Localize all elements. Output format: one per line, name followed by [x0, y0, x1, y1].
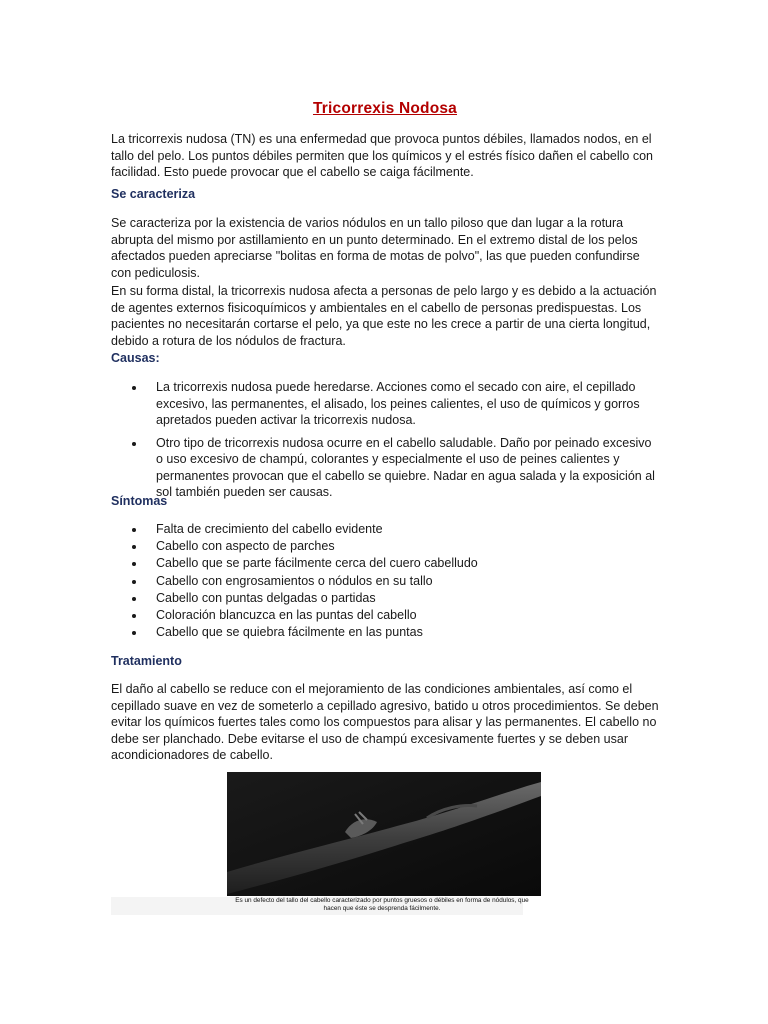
bullet-icon [132, 597, 136, 601]
sintomas-list [111, 521, 659, 641]
hair-shaft-image [227, 772, 541, 896]
list-item-text: Cabello con engrosamientos o nódulos en su tallo [156, 573, 433, 588]
bullet-icon [132, 631, 136, 635]
bullet-icon [132, 442, 136, 446]
list-item-text: Cabello que se quiebra fácilmente en las puntas [156, 625, 423, 640]
bullet-icon [132, 545, 136, 549]
tratamiento-paragraph: El daño al cabello se reduce con el mejoramiento de las condiciones ambientales, así como el cepillado suave en vez de someterlo a cepillado agresivo, batido u otros procedimientos. Se deben evitar los químicos fuertes tales como los compuestos para alisar y las permanentes. El cabello no debe ser planchado. Debe evitarse el uso de champú excesivamente fuertes y se deben usar acondicionadores de cabello. [111, 682, 659, 762]
list-item-text: Otro tipo de tricorrexis nudosa ocurre en el cabello saludable. Daño por peinado excesivo o uso excesivo de champú, colorantes y especialmente el uso de peines calientes y permanentes provocan que el cabello se quiebre. Nadar en agua salada y la exposición al sol también pueden ser causas. [156, 435, 655, 499]
list-item [111, 379, 659, 429]
list-item-text: Falta de crecimiento del cabello evidente [156, 522, 383, 536]
list-item [111, 573, 659, 590]
list-item [111, 555, 659, 572]
list-item-text: Cabello que se parte fácilmente cerca del cuero cabelludo [156, 556, 478, 571]
page-title: Tricorrexis Nodosa [312, 100, 458, 117]
heading-sintomas: Síntomas [111, 494, 168, 508]
heading-se-caracteriza: Se caracteriza [111, 187, 196, 201]
list-item-text: Cabello con aspecto de parches [156, 539, 335, 554]
list-item-text: Coloración blancuzca en las puntas del cabello [156, 607, 417, 622]
list-item [111, 590, 659, 607]
heading-causas: Causas: [111, 351, 160, 365]
causas-list [111, 379, 659, 501]
caracteriza-paragraph-2: En su forma distal, la tricorrexis nudosa afecta a personas de pelo largo y es debido a la actuación de agentes externos fisicoquímicos y ambientales en el cabello de personas predispuestas. Los pacientes no necesitarán cortarse el pelo, ya que este no les crece a partir de una cierta longitud, debido a rotura de los nódulos de fractura. [111, 284, 657, 348]
list-item [111, 624, 659, 641]
list-item [111, 521, 659, 538]
list-item-text: Cabello con puntas delgadas o partidas [156, 590, 376, 605]
bullet-icon [132, 580, 136, 584]
bullet-icon [132, 562, 136, 566]
list-item [111, 607, 659, 624]
list-item [111, 538, 659, 555]
figure-caption: Es un defecto del tallo del cabello caracterizado por puntos gruesos o débiles en forma de nódulos, que hacen que éste se desprenda fácilmente. [235, 897, 529, 912]
bullet-icon [132, 528, 136, 532]
list-item-text: La tricorrexis nudosa puede heredarse. Acciones como el secado con aire, el cepillado excesivo, las permanentes, el alisado, los peines calientes, el uso de químicos y gorros apretados pueden activar la tricorrexis nudosa. [156, 380, 640, 427]
bullet-icon [132, 614, 136, 618]
hair-shaft-micrograph [227, 772, 541, 896]
list-item [111, 435, 659, 501]
bullet-icon [132, 386, 136, 390]
caracteriza-paragraph-1: Se caracteriza por la existencia de varios nódulos en un tallo piloso que dan lugar a la rotura abrupta del mismo por astillamiento en un punto determinado. En el extremo distal de los pelos afectados pueden apreciarse "bolitas en forma de motas de polvo", las que pueden confundirse con pediculosis. [111, 216, 640, 280]
heading-tratamiento: Tratamiento [111, 654, 182, 668]
intro-paragraph: La tricorrexis nudosa (TN) es una enfermedad que provoca puntos débiles, llamados nodos, en el tallo del pelo. Los puntos débiles permiten que los químicos y el estrés físico dañen el cabello con facilidad. Esto puede provocar que el cabello se caiga fácilmente. [111, 132, 653, 179]
